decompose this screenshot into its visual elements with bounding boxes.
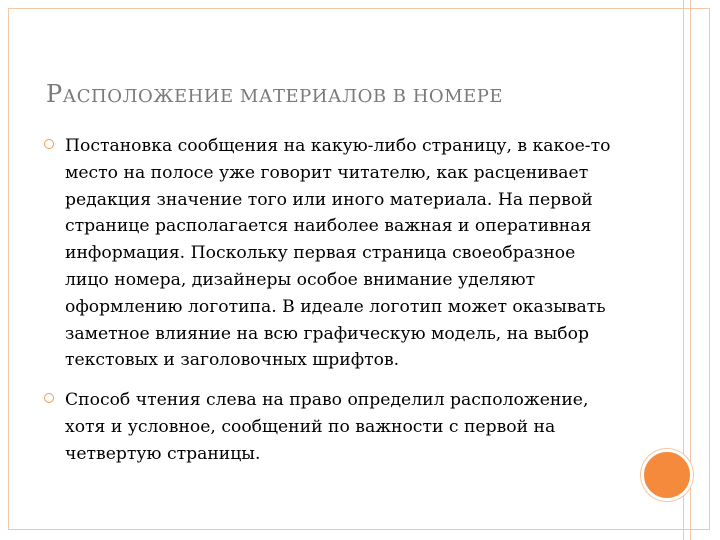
slide-title-first-letter: Р <box>46 80 63 108</box>
list-item <box>44 387 624 467</box>
bullet-text: Способ чтения слева на право определил расположение, хотя и условное, сообщений по важности с первой на четвертую страницы. <box>65 390 589 464</box>
bullet-circle-icon <box>44 139 54 149</box>
decorative-circle-icon <box>641 449 693 501</box>
slide-title-rest: АСПОЛОЖЕНИЕ МАТЕРИАЛОВ В НОМЕРЕ <box>62 86 504 107</box>
slide-title <box>46 80 666 108</box>
bullet-circle-icon <box>44 393 54 403</box>
decorative-stripe <box>690 0 691 540</box>
list-item <box>44 133 624 374</box>
bullet-list <box>44 133 624 481</box>
bullet-text: Постановка сообщения на какую-либо страницу, в какое-то место на полосе уже говорит читателю, как расценивает редакция значение того или иного материала. На первой странице располагается наиболее важная и оперативная информация. Поскольку первая страница своеобразное лицо номера, дизайнеры особое внимание уделяют оформлению логотипа. В идеале логотип может оказывать заметное влияние на всю графическую модель, на выбор текстовых и заголовочных шрифтов. <box>65 136 611 371</box>
